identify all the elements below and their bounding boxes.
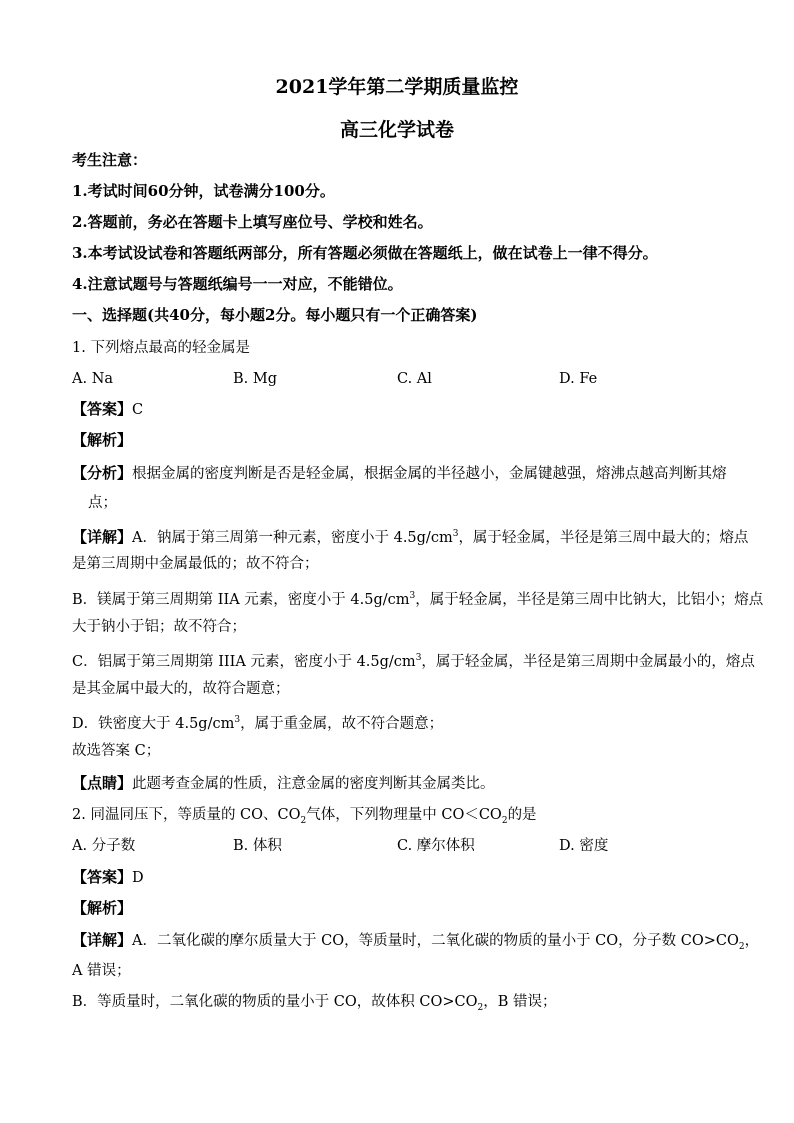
- q2-detail-b-1: [72, 992, 556, 1018]
- q1-detail-c-1: [72, 648, 755, 672]
- answer-value: C: [132, 402, 144, 418]
- q1-detail-c-2: 是其金属中最大的，故符合题意；: [72, 681, 290, 697]
- notice-item-4: 4.注意试题号与答题纸编号一一对应，不能错位。: [72, 275, 403, 293]
- q1-stem: 1. 下列熔点最高的轻金属是: [72, 340, 250, 356]
- text: ，属于轻金属，半径是第三周中最大的；熔点: [458, 529, 749, 546]
- notice-item-1: 1.考试时间60分钟，试卷满分100分。: [72, 182, 335, 200]
- q2-option-d: D. 密度: [559, 838, 609, 854]
- superscript: 3: [234, 715, 241, 725]
- q2-option-a: A. 分子数: [72, 838, 136, 854]
- xiangjie-label: 【详解】: [72, 931, 133, 949]
- text: A．钠属于第三周第一种元素，密度小于 4.5g/cm: [132, 529, 453, 546]
- q1-detail-d-1: [72, 710, 443, 734]
- text: 的是: [507, 807, 537, 823]
- dianjing-label: 【点睛】: [72, 774, 133, 792]
- section-heading: 一、选择题(共40分，每小题2分。每小题只有一个正确答案): [72, 306, 478, 324]
- q1-fenxi-line-1: [72, 463, 727, 484]
- q2-stem: [72, 805, 537, 831]
- notice-heading: 考生注意：: [72, 151, 148, 169]
- q1-dianjing: [72, 773, 495, 794]
- text: A．二氧化碳的摩尔质量大于 CO，等质量时，二氧化碳的物质的量小于 CO，分子数 CO>CO: [132, 933, 739, 949]
- notice-item-2: 2.答题前，务必在答题卡上填写座位号、学校和姓名。: [72, 213, 433, 231]
- q2-detail-a-2: A 错误；: [72, 963, 131, 979]
- q1-analysis-label: 【解析】: [72, 431, 133, 449]
- text: B．镁属于第三周期第 IIA 元素，密度小于 4.5g/cm: [72, 591, 410, 608]
- page-subtitle: 高三化学试卷: [339, 119, 454, 141]
- fenxi-text: 根据金属的密度判断是否是轻金属，根据金属的半径越小，金属键越强，熔沸点越高判断其熔: [132, 466, 727, 482]
- q2-option-b: B. 体积: [233, 838, 282, 854]
- answer-value: D: [132, 870, 144, 886]
- q1-detail-a-2: 是第三周期中金属最低的；故不符合；: [72, 556, 319, 572]
- text: D．铁密度大于 4.5g/cm: [72, 715, 235, 732]
- q1-detail-a-1: [72, 524, 748, 548]
- superscript: 3: [452, 529, 459, 539]
- q1-option-b: B. Mg: [233, 371, 278, 387]
- text: 2. 同温同压下，等质量的 CO、CO: [72, 807, 301, 823]
- q1-detail-b-2: 大于钠小于铝；故不符合；: [72, 619, 246, 635]
- subscript: 2: [501, 815, 508, 826]
- answer-label: 【答案】: [72, 868, 133, 886]
- q2-detail-a-1: [72, 930, 759, 957]
- text: ，属于轻金属，半径是第三周中比钠大，比铝小；熔点: [415, 591, 764, 608]
- fenxi-label: 【分析】: [72, 464, 133, 482]
- q1-answer: [72, 399, 143, 420]
- superscript: 3: [409, 591, 416, 601]
- q1-conclusion: 故选答案 C；: [72, 743, 161, 759]
- superscript: 3: [415, 653, 422, 663]
- text: ，: [744, 933, 760, 949]
- text: 气体，下列物理量中 CO＜CO: [306, 807, 502, 823]
- q2-option-c: C. 摩尔体积: [397, 838, 475, 854]
- notice-item-3: 3.本考试设试卷和答题纸两部分，所有答题必须做在答题纸上，做在试卷上一律不得分。: [72, 244, 658, 262]
- xiangjie-label: 【详解】: [72, 527, 133, 546]
- q1-option-a: A. Na: [72, 371, 114, 387]
- subscript: 2: [738, 941, 745, 952]
- q2-analysis-label: 【解析】: [72, 899, 133, 917]
- text: 此题考查金属的性质，注意金属的密度判断其金属类比。: [132, 776, 495, 792]
- text: C．铝属于第三周期第 IIIA 元素，密度小于 4.5g/cm: [72, 653, 416, 670]
- q1-option-d: D. Fe: [559, 371, 598, 387]
- answer-label: 【答案】: [72, 400, 133, 418]
- q1-detail-b-1: [72, 586, 763, 610]
- subscript: 2: [300, 815, 307, 826]
- text: ，属于轻金属，半径是第三周期中金属最小的，熔点: [421, 653, 755, 670]
- q2-answer: [72, 867, 144, 888]
- q1-option-c: C. Al: [397, 371, 432, 387]
- text: ，B 错误；: [483, 994, 557, 1010]
- q1-fenxi-line-2: 点；: [88, 495, 117, 511]
- subscript: 2: [477, 1002, 484, 1013]
- page-title: 2021学年第二学期质量监控: [275, 76, 519, 98]
- text: ，属于重金属，故不符合题意；: [240, 715, 444, 732]
- text: B．等质量时，二氧化碳的物质的量小于 CO，故体积 CO>CO: [72, 994, 478, 1010]
